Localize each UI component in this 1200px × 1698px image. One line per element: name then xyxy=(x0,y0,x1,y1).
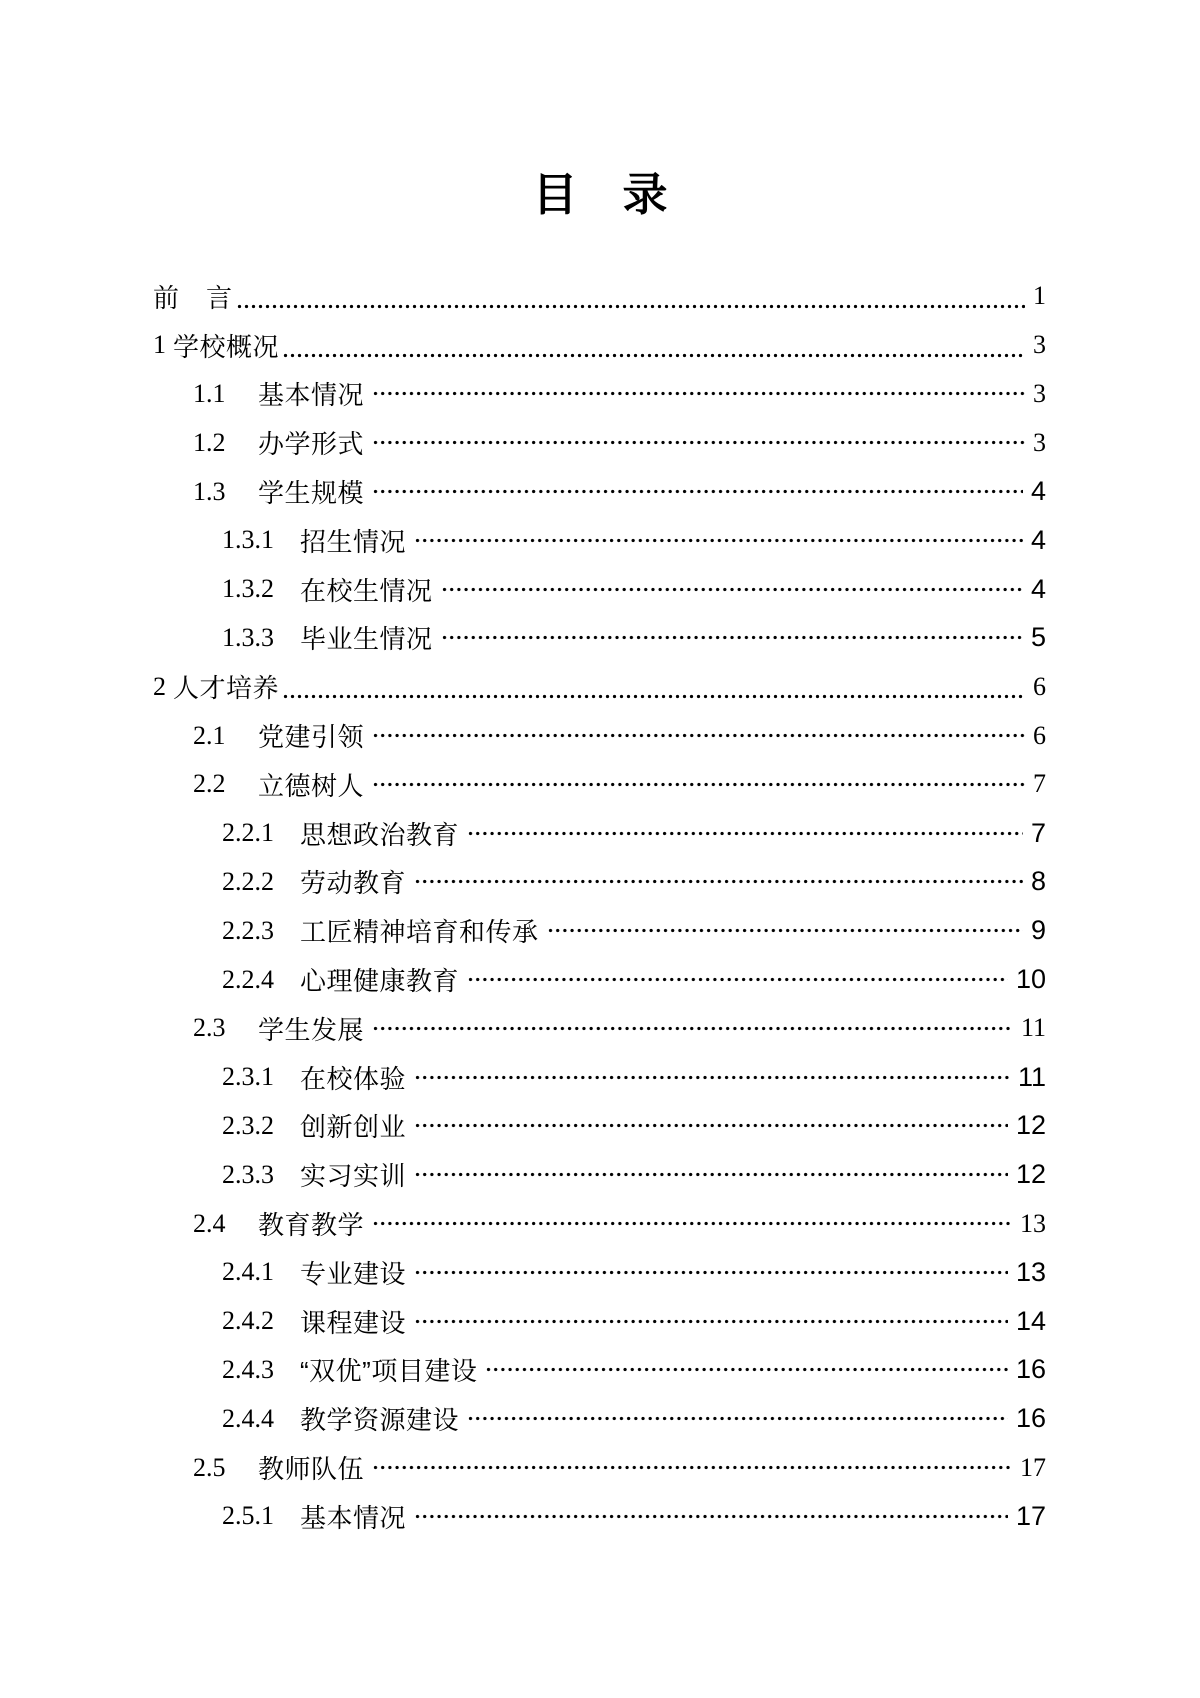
toc-entry-page: 12 xyxy=(1015,1110,1046,1141)
toc-entry-page: 13 xyxy=(1015,1256,1046,1287)
toc-entry-number: 2.3.3 xyxy=(222,1159,274,1189)
toc-entry xyxy=(153,1004,1046,1053)
toc-dot-leader xyxy=(442,587,1023,592)
page-title: 目 录 xyxy=(532,169,668,220)
toc-entry-page: 4 xyxy=(1030,476,1046,507)
toc-entry-number: 1.2 xyxy=(193,427,226,457)
toc-entry-label: 工匠精神培育和传承 xyxy=(300,917,539,948)
toc-entry-page: 16 xyxy=(1015,1403,1046,1434)
toc-entry-label: 学生发展 xyxy=(258,1014,365,1045)
toc-entry xyxy=(153,272,1046,321)
toc-entry-page: 17 xyxy=(1015,1500,1046,1531)
toc-entry-page: 14 xyxy=(1015,1305,1046,1336)
toc-entry-label: 办学形式 xyxy=(258,429,365,460)
toc-entry-number: 2.4.2 xyxy=(222,1306,274,1336)
toc-entry-page: 7 xyxy=(1030,817,1046,848)
toc-entry-label: 教学资源建设 xyxy=(300,1405,460,1436)
toc-entry-page: 5 xyxy=(1030,622,1046,653)
toc-entry-number: 1.1 xyxy=(193,378,226,408)
toc-entry xyxy=(153,614,1046,663)
toc-entry-page: 12 xyxy=(1015,1159,1046,1190)
toc-entry-number: 2.2.1 xyxy=(222,818,274,848)
toc-entry-label: 在校体验 xyxy=(300,1063,407,1094)
toc-entry-label: 立德树人 xyxy=(258,770,365,801)
toc-entry-number: 1.3.1 xyxy=(222,525,274,555)
toc-dot-leader xyxy=(415,879,1023,884)
toc-entry xyxy=(153,1346,1046,1395)
toc-dot-leader xyxy=(415,1319,1008,1324)
toc-dot-leader xyxy=(373,489,1023,494)
toc-entry-label: 招生情况 xyxy=(300,526,407,557)
toc-dot-leader xyxy=(415,1270,1008,1275)
toc-entry xyxy=(153,1053,1046,1102)
toc-entry xyxy=(153,321,1046,370)
toc-entry xyxy=(153,1102,1046,1151)
toc-entry-label: 前 言 xyxy=(153,282,233,313)
toc-entry-number: 2.2 xyxy=(193,769,226,799)
toc-entry xyxy=(153,370,1046,419)
toc-dot-leader xyxy=(373,391,1025,396)
toc-entry-number: 1.3 xyxy=(193,476,226,506)
toc-entry-number: 2.5 xyxy=(193,1452,226,1482)
toc-entry xyxy=(153,565,1046,614)
toc-entry-page: 11 xyxy=(1017,1061,1046,1092)
toc-entry-page: 16 xyxy=(1015,1354,1046,1385)
toc-dot-leader xyxy=(415,1123,1008,1128)
toc-entry-number: 2.5.1 xyxy=(222,1501,274,1531)
toc-dot-leader xyxy=(283,694,1025,699)
toc-entry-label: 基本情况 xyxy=(258,380,365,411)
toc-entry-label: “双优”项目建设 xyxy=(300,1356,478,1387)
toc-dot-leader xyxy=(373,782,1025,787)
toc-entry-page: 8 xyxy=(1030,866,1046,897)
toc-entry-label: 心理健康教育 xyxy=(300,966,460,997)
toc-entry-label: 思想政治教育 xyxy=(300,819,460,850)
toc-entry-number: 2.1 xyxy=(193,720,226,750)
toc-entry-label: 学生规模 xyxy=(258,478,365,509)
toc-entry-label: 学校概况 xyxy=(173,331,280,362)
toc-entry xyxy=(153,1150,1046,1199)
toc-entry-number: 2.3.1 xyxy=(222,1062,274,1092)
toc-entry xyxy=(153,662,1046,711)
toc-list xyxy=(153,272,1046,1541)
toc-entry xyxy=(153,1492,1046,1541)
toc-entry-page: 4 xyxy=(1030,573,1046,604)
toc-entry-number: 2.3 xyxy=(193,1013,226,1043)
toc-dot-leader xyxy=(373,733,1025,738)
toc-entry-number: 2.2.4 xyxy=(222,964,274,994)
toc-entry-label: 教育教学 xyxy=(258,1210,365,1241)
toc-entry-label: 专业建设 xyxy=(300,1258,407,1289)
toc-entry-page: 9 xyxy=(1030,915,1046,946)
toc-dot-leader xyxy=(415,1075,1010,1080)
toc-entry-number: 1 xyxy=(153,330,166,360)
toc-dot-leader xyxy=(415,538,1023,543)
toc-entry-label: 基本情况 xyxy=(300,1502,407,1533)
toc-entry-label: 实习实训 xyxy=(300,1161,407,1192)
toc-dot-leader xyxy=(283,353,1025,358)
toc-entry xyxy=(153,1443,1046,1492)
toc-dot-leader xyxy=(486,1367,1008,1372)
toc-entry-page: 3 xyxy=(1033,427,1046,457)
toc-entry-page: 1 xyxy=(1033,281,1046,311)
toc-entry-number: 1.3.3 xyxy=(222,622,274,652)
toc-dot-leader xyxy=(548,928,1023,933)
toc-entry-label: 在校生情况 xyxy=(300,575,433,606)
toc-entry xyxy=(153,467,1046,516)
toc-entry xyxy=(153,1297,1046,1346)
toc-entry-page: 4 xyxy=(1030,524,1046,555)
toc-dot-leader xyxy=(373,1026,1013,1031)
toc-entry-page: 6 xyxy=(1033,720,1046,750)
toc-entry-label: 劳动教育 xyxy=(300,868,407,899)
toc-entry-number: 1.3.2 xyxy=(222,574,274,604)
toc-entry-label: 党建引领 xyxy=(258,722,365,753)
toc-entry xyxy=(153,418,1046,467)
toc-entry-page: 13 xyxy=(1020,1208,1046,1238)
toc-entry-page: 11 xyxy=(1020,1013,1046,1043)
toc-entry-number: 2.3.2 xyxy=(222,1110,274,1140)
toc-entry-number: 2.2.2 xyxy=(222,866,274,896)
toc-dot-leader xyxy=(442,635,1023,640)
toc-dot-leader xyxy=(373,1465,1012,1470)
toc-dot-leader xyxy=(237,304,1025,309)
toc-entry-label: 人才培养 xyxy=(173,673,280,704)
toc-entry xyxy=(153,809,1046,858)
toc-entry xyxy=(153,1199,1046,1248)
toc-dot-leader xyxy=(468,831,1023,836)
toc-entry xyxy=(153,760,1046,809)
toc-dot-leader xyxy=(415,1172,1008,1177)
toc-entry-label: 教师队伍 xyxy=(258,1454,365,1485)
toc-entry xyxy=(153,1394,1046,1443)
toc-entry-label: 毕业生情况 xyxy=(300,624,433,655)
toc-dot-leader xyxy=(415,1514,1008,1519)
toc-entry-number: 2 xyxy=(153,671,166,701)
toc-dot-leader xyxy=(373,440,1025,445)
toc-dot-leader xyxy=(373,1221,1012,1226)
toc-entry-page: 10 xyxy=(1015,964,1046,995)
toc-entry-page: 3 xyxy=(1033,330,1046,360)
toc-entry-label: 课程建设 xyxy=(300,1307,407,1338)
toc-dot-leader xyxy=(468,1416,1008,1421)
toc-entry-number: 2.4.1 xyxy=(222,1257,274,1287)
toc-entry-number: 2.4.4 xyxy=(222,1403,274,1433)
toc-entry-number: 2.4.3 xyxy=(222,1354,274,1384)
toc-entry-label: 创新创业 xyxy=(300,1112,407,1143)
toc-entry xyxy=(153,906,1046,955)
toc-entry-page: 7 xyxy=(1033,769,1046,799)
toc-entry xyxy=(153,711,1046,760)
toc-entry-page: 6 xyxy=(1033,671,1046,701)
toc-entry-page: 17 xyxy=(1020,1452,1046,1482)
toc-dot-leader xyxy=(468,977,1008,982)
toc-entry xyxy=(153,1248,1046,1297)
toc-entry xyxy=(153,516,1046,565)
toc-entry xyxy=(153,858,1046,907)
toc-entry-page: 3 xyxy=(1033,378,1046,408)
toc-entry xyxy=(153,955,1046,1004)
toc-entry-number: 2.4 xyxy=(193,1208,226,1238)
toc-entry-number: 2.2.3 xyxy=(222,915,274,945)
